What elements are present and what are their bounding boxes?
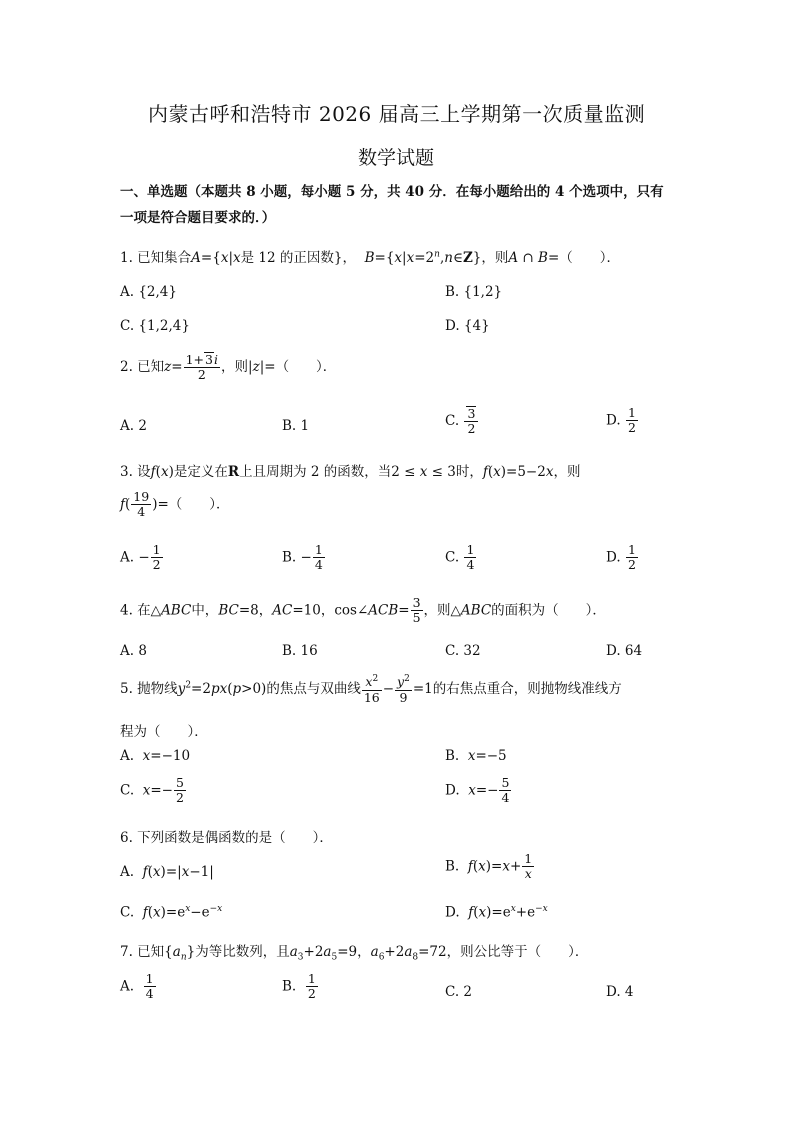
question-3-option-b[interactable]: B. − $\frac{1}{4}$	[282, 542, 323, 573]
question-3-option-c[interactable]: C. $\frac{1}{4}$	[445, 542, 475, 573]
question-4-option-b[interactable]: B. 16	[282, 643, 318, 659]
question-7-option-c[interactable]: C. 2	[445, 984, 473, 1000]
question-2-option-c[interactable]: C. $\frac{3}{2}$	[445, 406, 479, 437]
question-4-option-a[interactable]: A. 8	[120, 643, 147, 659]
question-6-option-d[interactable]: D. $f(x)=e^x+e^{-x}$	[445, 904, 548, 921]
section-heading-line1: 一、单选题（本题共 8 小题，每小题 5 分，共 40 分．在每小题给出的 4 个选项中，只有	[120, 184, 664, 200]
question-1-option-b[interactable]: B. {1,2}	[445, 284, 503, 300]
question-2-stem: 2. 已知z= $\frac{1+3i}{2}$ ，则|z|=（ ）．	[120, 352, 337, 383]
question-1-stem: 1. 已知集合A={x|x是 12 的正因数}， $B=\{x|x=2^n,n\in Z\}$，则A ∩ B=（ ）．	[120, 249, 621, 266]
question-5-stem-line1: 5. 抛物线$y^2=2px(p>0)$的焦点与双曲线 $\frac{x^2}{16}$ − $\frac{y^2}{9}$ =1的右焦点重合，则抛物线准线方	[120, 674, 622, 705]
question-4-option-c[interactable]: C. 32	[445, 643, 481, 659]
exam-subtitle: 数学试题	[358, 147, 435, 169]
question-3-stem-line1: 3. 设f(x)是定义在R上且周期为 2 的函数，当2 ≤ x ≤ 3时，f(x)=5−2x，则	[120, 464, 581, 480]
question-3-stem-line2: f( $\frac{19}{4}$ )=（ ）．	[120, 489, 230, 520]
question-1-option-a[interactable]: A. {2,4}	[120, 284, 177, 300]
question-3-option-a[interactable]: A. − $\frac{1}{2}$	[120, 542, 161, 573]
question-5-stem-line2: 程为（ ）．	[120, 724, 208, 740]
exam-title: 内蒙古呼和浩特市 2026 届高三上学期第一次质量监测	[148, 102, 646, 126]
question-6-option-c[interactable]: C. $f(x)=e^x-e^{-x}$	[120, 904, 223, 921]
question-4-stem: 4. 在△ABC中，BC=8，AC=10，cos∠ACB= $\frac{3}{5}$ ，则△ABC的面积为（ ）．	[120, 595, 606, 626]
question-7-option-a[interactable]: A. $\frac{1}{4}$	[120, 971, 154, 1002]
question-2-option-d[interactable]: D. $\frac{1}{2}$	[606, 405, 636, 436]
question-1-option-d[interactable]: D. {4}	[445, 318, 490, 334]
question-7-stem: 7. 已知$\{a_n\}$为等比数列，且$a_3+2a_5=9$，$a_6+2a_8=72$，则公比等于（ ）．	[120, 944, 589, 963]
question-7-option-d[interactable]: D. 4	[606, 984, 634, 1000]
question-6-stem: 6. 下列函数是偶函数的是（ ）．	[120, 830, 333, 846]
question-4-option-d[interactable]: D. 64	[606, 643, 643, 659]
section-heading-line2: 一项是符合题目要求的．）	[120, 210, 276, 226]
question-2-option-b[interactable]: B. 1	[282, 418, 310, 434]
question-5-option-c[interactable]: C. x=− $\frac{5}{2}$	[120, 775, 184, 806]
question-6-option-a[interactable]: A. f(x)=|x−1|	[120, 864, 214, 880]
question-5-option-a[interactable]: A. x=−10	[120, 748, 191, 764]
question-1-option-c[interactable]: C. {1,2,4}	[120, 318, 190, 334]
question-3-option-d[interactable]: D. $\frac{1}{2}$	[606, 542, 636, 573]
question-5-option-d[interactable]: D. x=− $\frac{5}{4}$	[445, 775, 510, 806]
question-6-option-b[interactable]: B. f(x)=x+ $\frac{1}{x}$	[445, 851, 533, 882]
question-7-option-b[interactable]: B. $\frac{1}{2}$	[282, 971, 316, 1002]
question-5-option-b[interactable]: B. x=−5	[445, 748, 507, 764]
question-2-option-a[interactable]: A. 2	[120, 418, 147, 434]
